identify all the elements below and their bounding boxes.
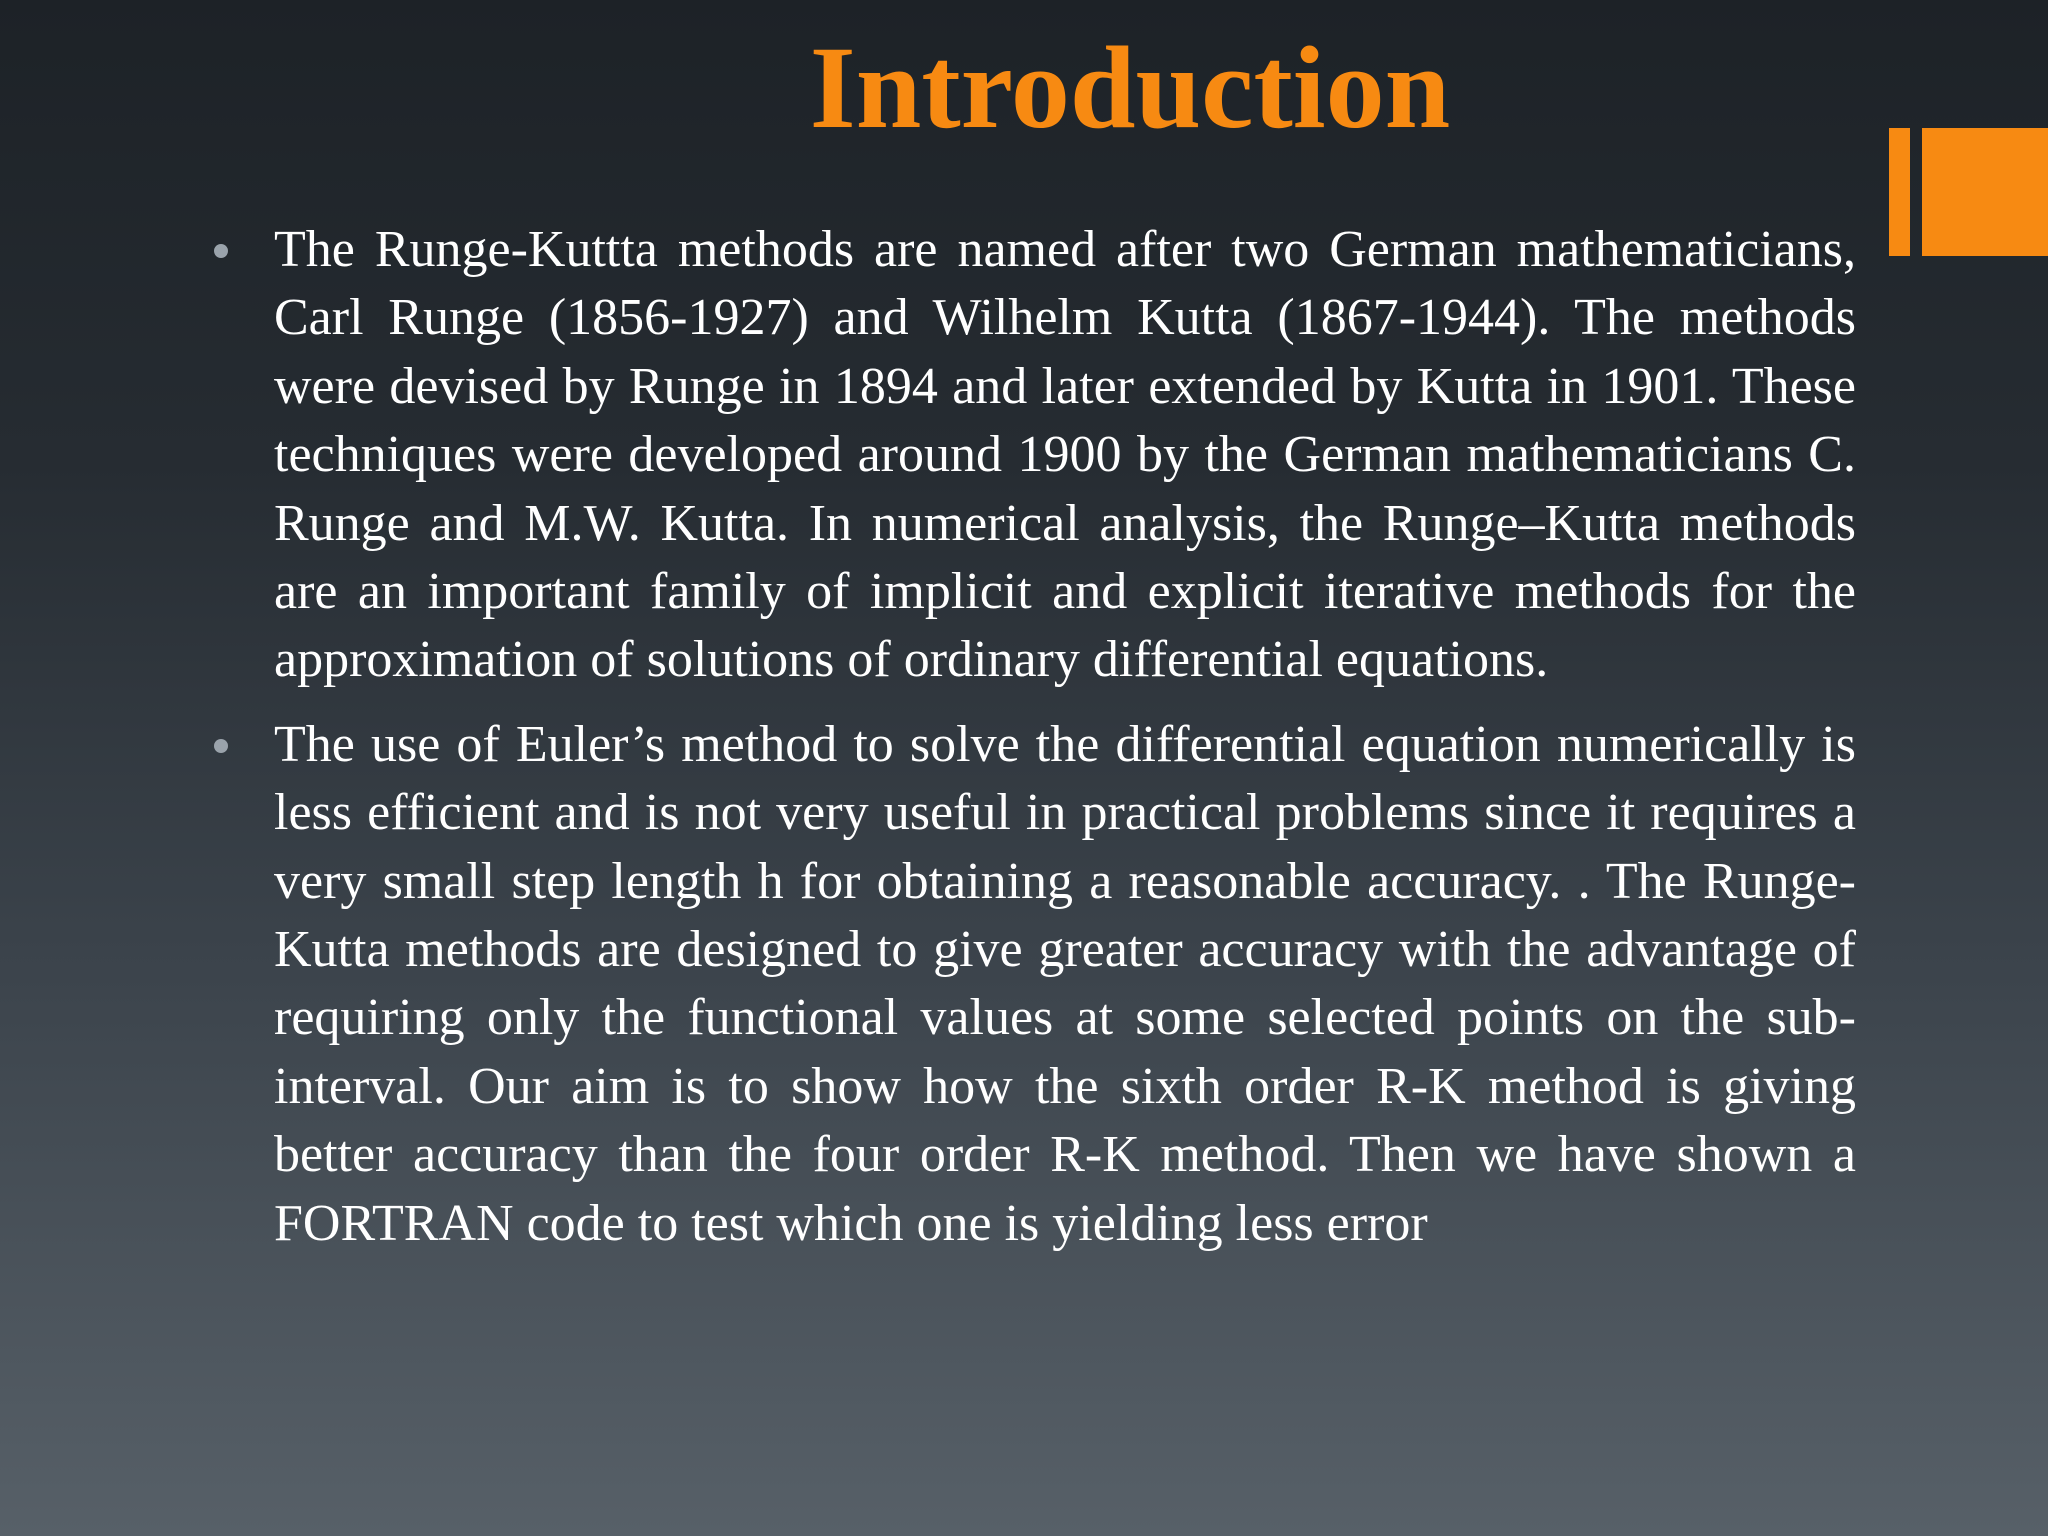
bullet-item-motivation [211, 711, 1856, 1258]
bullet-list [211, 216, 1856, 1258]
bullet-dot-icon [214, 244, 228, 258]
bullet-text-history: The Runge-Kuttta methods are named after two German mathematicians, Carl Runge (1856-1927) and Wilhelm Kutta (1867-1944). The methods were devised by Runge in 1894 and later extended by Kutta in 1901. These techniques were developed around 1900 by the German mathematicians C. Runge and M.W. Kutta. In numerical analysis, the Runge–Kutta methods are an important family of implicit and explicit iterative methods for the approximation of solutions of ordinary differential equations. [274, 221, 1856, 689]
bullet-text-motivation: The use of Euler’s method to solve the differential equation numerically is less efficient and is not very useful in practical problems since it requires a very small step length h for obtaining a reasonable accuracy. . The Runge-Kutta methods are designed to give greater accuracy with the advantage of requiring only the functional values at some selected points on the sub-interval. Our aim is to show how the sixth order R-K method is giving better accuracy than the four order R-K method. Then we have shown a FORTRAN code to test which one is yielding less error [274, 715, 1856, 1252]
slide-title: Introduction [809, 22, 1451, 153]
accent-bar-block [1922, 128, 2048, 256]
bullet-dot-icon [214, 739, 228, 753]
bullet-item-history [211, 216, 1856, 695]
accent-bar-thin [1889, 128, 1910, 256]
